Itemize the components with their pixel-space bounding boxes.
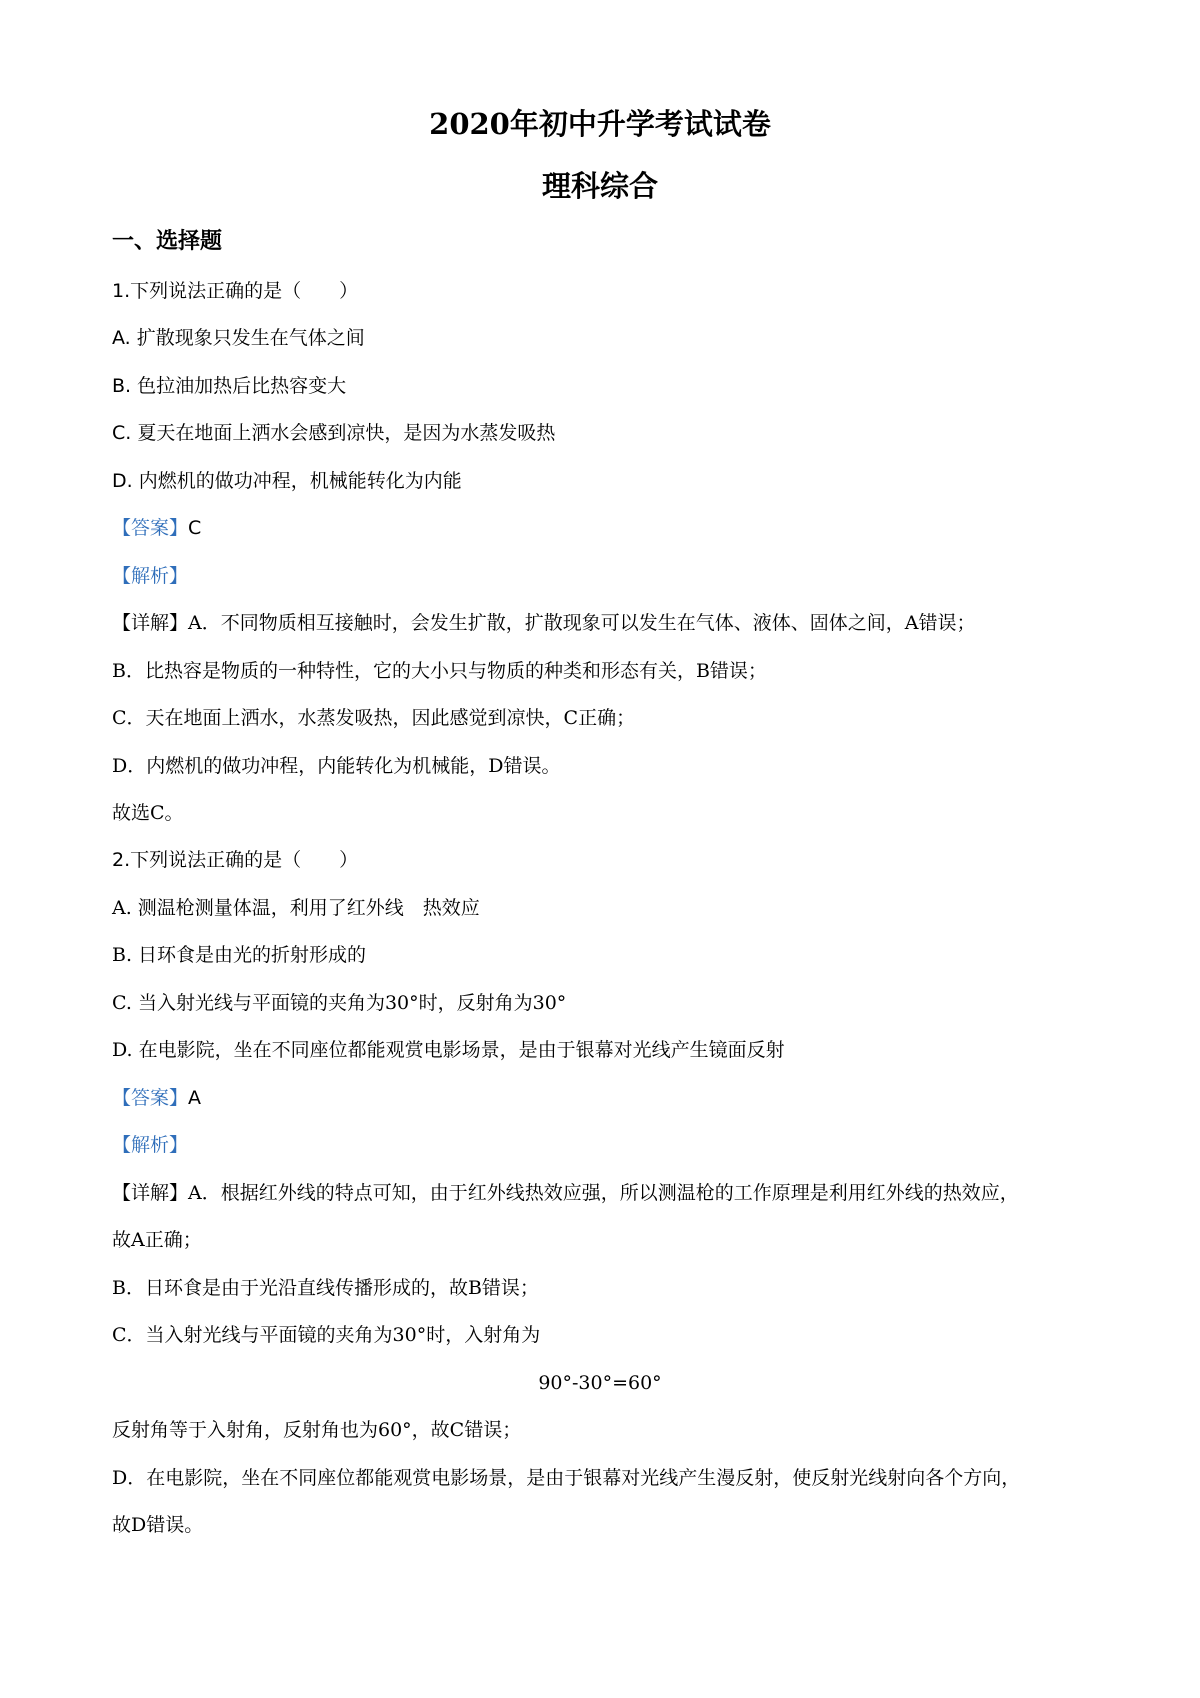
section-heading: 一、选择题 [112,228,223,254]
question-2-option-a: A. 测温枪测量体温，利用了红外线 热效应 [112,897,480,919]
question-2-equation: 90°-30°=60° [538,1372,662,1394]
question-2-conclusion: 故D错误。 [112,1514,204,1536]
exam-title: 2020年初中升学考试试卷 [429,107,771,141]
question-2-detail-line: 【详解】A．根据红外线的特点可知，由于红外线热效应强，所以测温枪的工作原理是利用红外线的热效应， [112,1182,1019,1204]
question-1-option-d: D. 内燃机的做功冲程，机械能转化为内能 [112,470,462,492]
question-1-detail-line: B．比热容是物质的一种特性，它的大小只与物质的种类和形态有关，B错误； [112,660,767,682]
answer-value: C [188,517,202,539]
question-2-stem: 2.下列说法正确的是（ ） [112,849,359,871]
question-1-detail-line: D．内燃机的做功冲程，内能转化为机械能，D错误。 [112,755,561,777]
question-1-answer [112,514,201,542]
question-2-option-c: C. 当入射光线与平面镜的夹角为30°时，反射角为30° [112,992,567,1014]
answer-value: A [188,1087,202,1109]
question-2-option-d: D. 在电影院，坐在不同座位都能观赏电影场景，是由于银幕对光线产生镜面反射 [112,1039,785,1061]
question-2-detail-line: 故A正确； [112,1229,202,1251]
question-1-option-b: B. 色拉油加热后比热容变大 [112,375,347,397]
question-1-analysis-label: 【解析】 [112,565,189,587]
question-2-option-b: B. 日环食是由光的折射形成的 [112,944,367,966]
question-1-detail-line: 【详解】A．不同物质相互接触时，会发生扩散，扩散现象可以发生在气体、液体、固体之间，A错误； [112,612,976,634]
question-1-option-a: A. 扩散现象只发生在气体之间 [112,327,365,349]
question-1-detail-line: C．天在地面上洒水，水蒸发吸热，因此感觉到凉快，C正确； [112,707,636,729]
question-1-conclusion: 故选C。 [112,802,184,824]
question-2-answer [112,1084,201,1112]
exam-subtitle: 理科综合 [541,169,658,203]
question-2-detail-line: 反射角等于入射角，反射角也为60°，故C错误； [112,1419,522,1441]
answer-label: 【答案】 [112,517,189,539]
question-2-detail-line: C．当入射光线与平面镜的夹角为30°时，入射角为 [112,1324,541,1346]
answer-label: 【答案】 [112,1087,189,1109]
question-2-analysis-label: 【解析】 [112,1134,189,1156]
question-2-detail-line: B．日环食是由于光沿直线传播形成的，故B错误； [112,1277,539,1299]
question-2-detail-line: D．在电影院，坐在不同座位都能观赏电影场景，是由于银幕对光线产生漫反射，使反射光线射向各个方向， [112,1467,1021,1489]
question-1-option-c: C. 夏天在地面上洒水会感到凉快，是因为水蒸发吸热 [112,422,556,444]
question-1-stem: 1.下列说法正确的是（ ） [112,280,359,302]
